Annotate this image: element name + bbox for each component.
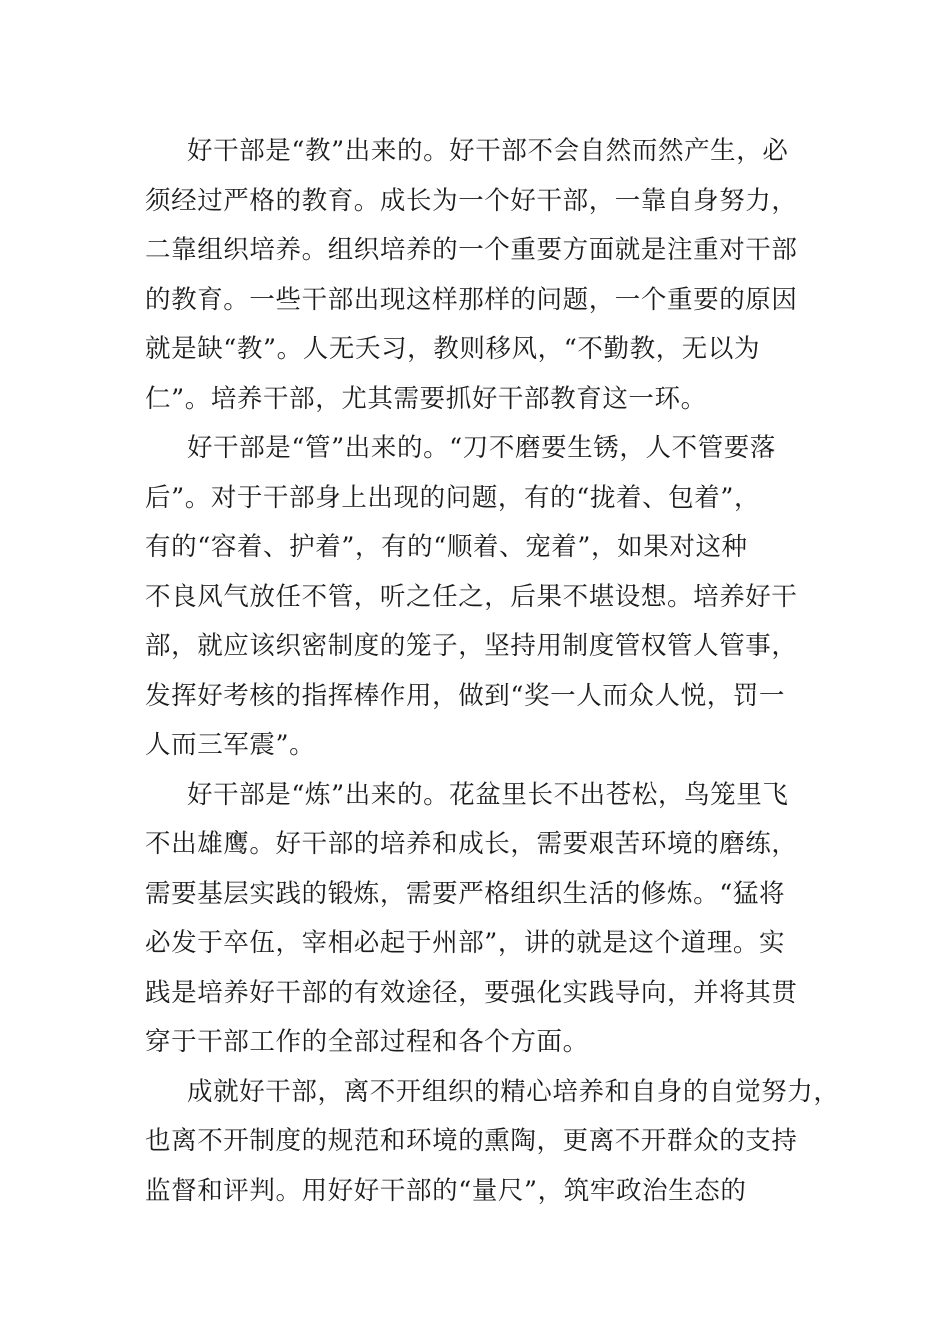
paragraph-line: 须经过严格的教育。成长为一个好干部，一靠自身努力，	[145, 185, 798, 216]
paragraph-line: 部，就应该织密制度的笼子，坚持用制度管权管人管事，	[145, 631, 798, 661]
paragraph-line: 穿于干部工作的全部过程和各个方面。	[145, 1027, 589, 1057]
paragraph-line: 好干部是“炼”出来的。花盆里长不出苍松，鸟笼里飞	[187, 779, 789, 810]
paragraph-3	[145, 771, 825, 1068]
paragraph-line: 践是培养好干部的有效途径，要强化实践导向，并将其贯	[145, 977, 798, 1008]
document-body	[145, 127, 840, 1216]
paragraph-line: 成就好干部，离不开组织的精心培养和自身的自觉努力，	[187, 1076, 840, 1107]
paragraph-line: 仁”。培养干部，尤其需要抓好干部教育这一环。	[145, 383, 707, 414]
paragraph-line: 不出雄鹰。好干部的培养和成长，需要艰苦环境的磨练，	[145, 829, 798, 859]
paragraph-line: 需要基层实践的锻炼，需要严格组织生活的修炼。“猛将	[145, 878, 786, 909]
paragraph-line: 就是缺“教”。人无夭习，教则移风，“不勤教，无以为	[145, 334, 761, 364]
paragraph-4	[145, 1068, 840, 1217]
paragraph-line: 不良风气放任不管，听之任之，后果不堪设想。培养好干	[145, 581, 798, 612]
paragraph-line: 好干部是“管”出来的。“刀不磨要生锈，人不管要落	[187, 433, 777, 463]
paragraph-1	[145, 127, 825, 424]
paragraph-line: 必发于卒伍，宰相必起于州部”，讲的就是这个道理。实	[145, 928, 786, 958]
paragraph-line: 监督和评判。用好好干部的“量尺”，筑牢政治生态的	[145, 1175, 747, 1206]
paragraph-line: 后”。对于干部身上出现的问题，有的“拢着、包着”，	[145, 482, 761, 513]
paragraph-line: 人而三军震”。	[145, 730, 316, 760]
paragraph-2	[145, 424, 825, 771]
paragraph-line: 的教育。一些干部出现这样那样的问题，一个重要的原因	[145, 284, 798, 315]
paragraph-line: 二靠组织培养。组织培养的一个重要方面就是注重对干部	[145, 235, 798, 265]
paragraph-line: 也离不开制度的规范和环境的熏陶，更离不开群众的支持	[145, 1126, 798, 1156]
paragraph-line: 有的“容着、护着”，有的“顺着、宠着”，如果对这种	[145, 532, 748, 562]
paragraph-line: 好干部是“教”出来的。好干部不会自然而然产生，必	[187, 136, 789, 166]
paragraph-line: 发挥好考核的指挥棒作用，做到“奖一人而众人悦，罚一	[145, 680, 786, 711]
